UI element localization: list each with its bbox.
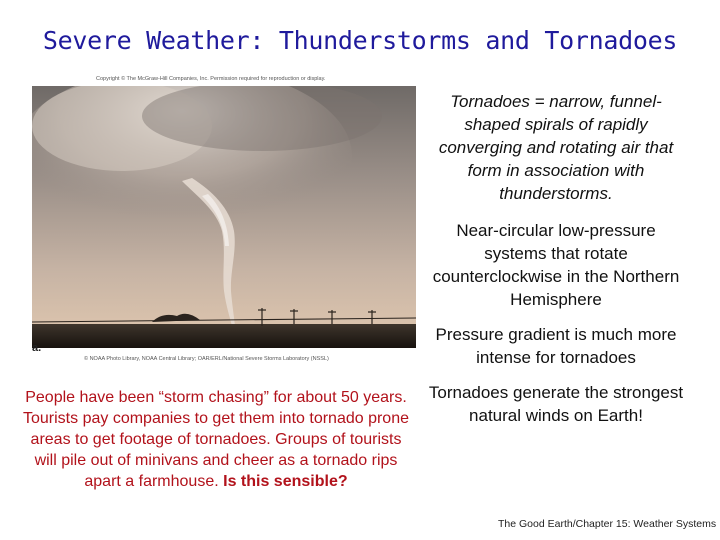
storm-chasing-question: Is this sensible?	[223, 473, 348, 490]
figure-label: a.	[32, 342, 42, 354]
photo-credit: © NOAA Photo Library, NOAA Central Library; OAR/ERL/National Severe Storms Laboratory (NSSL)	[84, 356, 329, 362]
definition-paragraph: Tornadoes = narrow, funnel-shaped spirals of rapidly converging and rotating air that form in association with thunderstorms.	[438, 92, 674, 203]
rotation-paragraph: Near-circular low-pressure systems that rotate counterclockwise in the Northern Hemisphere	[432, 221, 680, 309]
winds-paragraph: Tornadoes generate the strongest natural winds on Earth!	[428, 383, 684, 425]
figure-copyright: Copyright © The McGraw-Hill Companies, Inc. Permission required for reproduction or display.	[96, 76, 326, 82]
pressure-paragraph: Pressure gradient is much more intense for tornadoes	[435, 325, 677, 367]
slide-footer: The Good Earth/Chapter 15: Weather Systems	[498, 518, 717, 530]
storm-chasing-text: People have been “storm chasing” for about 50 years. Tourists pay companies to get them into tornado prone areas to get footage of tornadoes. Groups of tourists will pile out of minivans and cheer as a tornado rips apart a farmhouse.	[23, 389, 409, 490]
tornado-figure	[28, 72, 420, 374]
tornado-photo	[32, 86, 416, 348]
slide-title: Severe Weather: Thunderstorms and Tornadoes	[42, 26, 678, 55]
storm-chasing-paragraph	[22, 387, 410, 492]
